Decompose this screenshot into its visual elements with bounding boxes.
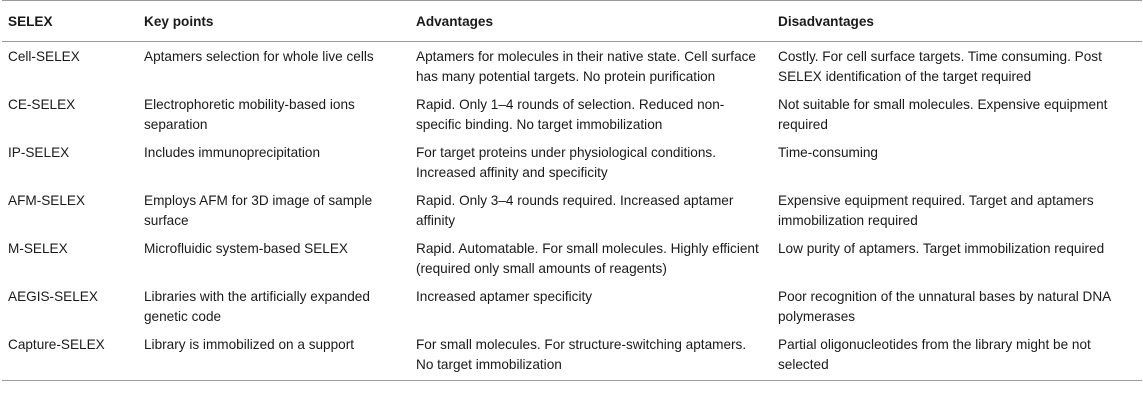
cell-key-points: Electrophoretic mobility-based ions separation <box>144 97 355 132</box>
cell-key-points: Libraries with the artificially expanded genetic code <box>144 289 370 324</box>
cell-advantages: Rapid. Only 1–4 rounds of selection. Reduced non-specific binding. No target immobilization <box>416 97 725 132</box>
table-row <box>2 186 1142 234</box>
cell-disadvantages: Time-consuming <box>778 145 878 160</box>
table-row <box>2 138 1142 186</box>
cell-advantages: For small molecules. For structure-switching aptamers. No target immobilization <box>410 330 772 381</box>
cell-advantages: Aptamers for molecules in their native state. Cell surface has many potential targets. No protein purification <box>416 49 756 84</box>
cell-key-points: Includes immunoprecipitation <box>144 145 321 160</box>
cell-disadvantages: Partial oligonucleotides from the library might be not selected <box>772 330 1142 381</box>
header-key-points: Key points <box>138 1 410 42</box>
cell-selex-method: M-SELEX <box>8 241 68 256</box>
cell-selex-method: CE-SELEX <box>8 97 76 112</box>
cell-selex-method: AFM-SELEX <box>8 193 86 208</box>
cell-selex-method: Capture-SELEX <box>2 330 138 381</box>
header-selex: SELEX <box>2 1 138 42</box>
selex-comparison-table <box>2 0 1142 381</box>
cell-advantages: Rapid. Automatable. For small molecules. Highly efficient (required only small amounts of reagents) <box>416 241 759 276</box>
cell-selex-method: AEGIS-SELEX <box>8 289 98 304</box>
cell-disadvantages: Low purity of aptamers. Target immobilization required <box>778 241 1105 256</box>
cell-selex-method: IP-SELEX <box>8 145 70 160</box>
cell-disadvantages: Costly. For cell surface targets. Time consuming. Post SELEX identification of the target required <box>778 49 1102 84</box>
cell-disadvantages: Not suitable for small molecules. Expensive equipment required <box>778 97 1108 132</box>
table-row <box>2 282 1142 330</box>
table-row <box>2 234 1142 282</box>
cell-advantages: Rapid. Only 3–4 rounds required. Increased aptamer affinity <box>416 193 734 228</box>
cell-key-points: Microfluidic system-based SELEX <box>144 241 348 256</box>
table-row <box>2 90 1142 138</box>
cell-key-points: Employs AFM for 3D image of sample surface <box>144 193 373 228</box>
header-advantages: Advantages <box>410 1 772 42</box>
table-header-row <box>2 1 1142 42</box>
cell-disadvantages: Expensive equipment required. Target and aptamers immobilization required <box>778 193 1094 228</box>
header-disadvantages: Disadvantages <box>772 1 1142 42</box>
cell-key-points: Library is immobilized on a support <box>138 330 410 381</box>
cell-key-points: Aptamers selection for whole live cells <box>144 49 374 64</box>
cell-advantages: For target proteins under physiological conditions. Increased affinity and specificity <box>416 145 716 180</box>
cell-selex-method: Cell-SELEX <box>8 49 80 64</box>
table-row <box>2 330 1142 381</box>
cell-disadvantages: Poor recognition of the unnatural bases by natural DNA polymerases <box>778 289 1111 324</box>
cell-advantages: Increased aptamer specificity <box>416 289 593 304</box>
table-row <box>2 42 1142 91</box>
